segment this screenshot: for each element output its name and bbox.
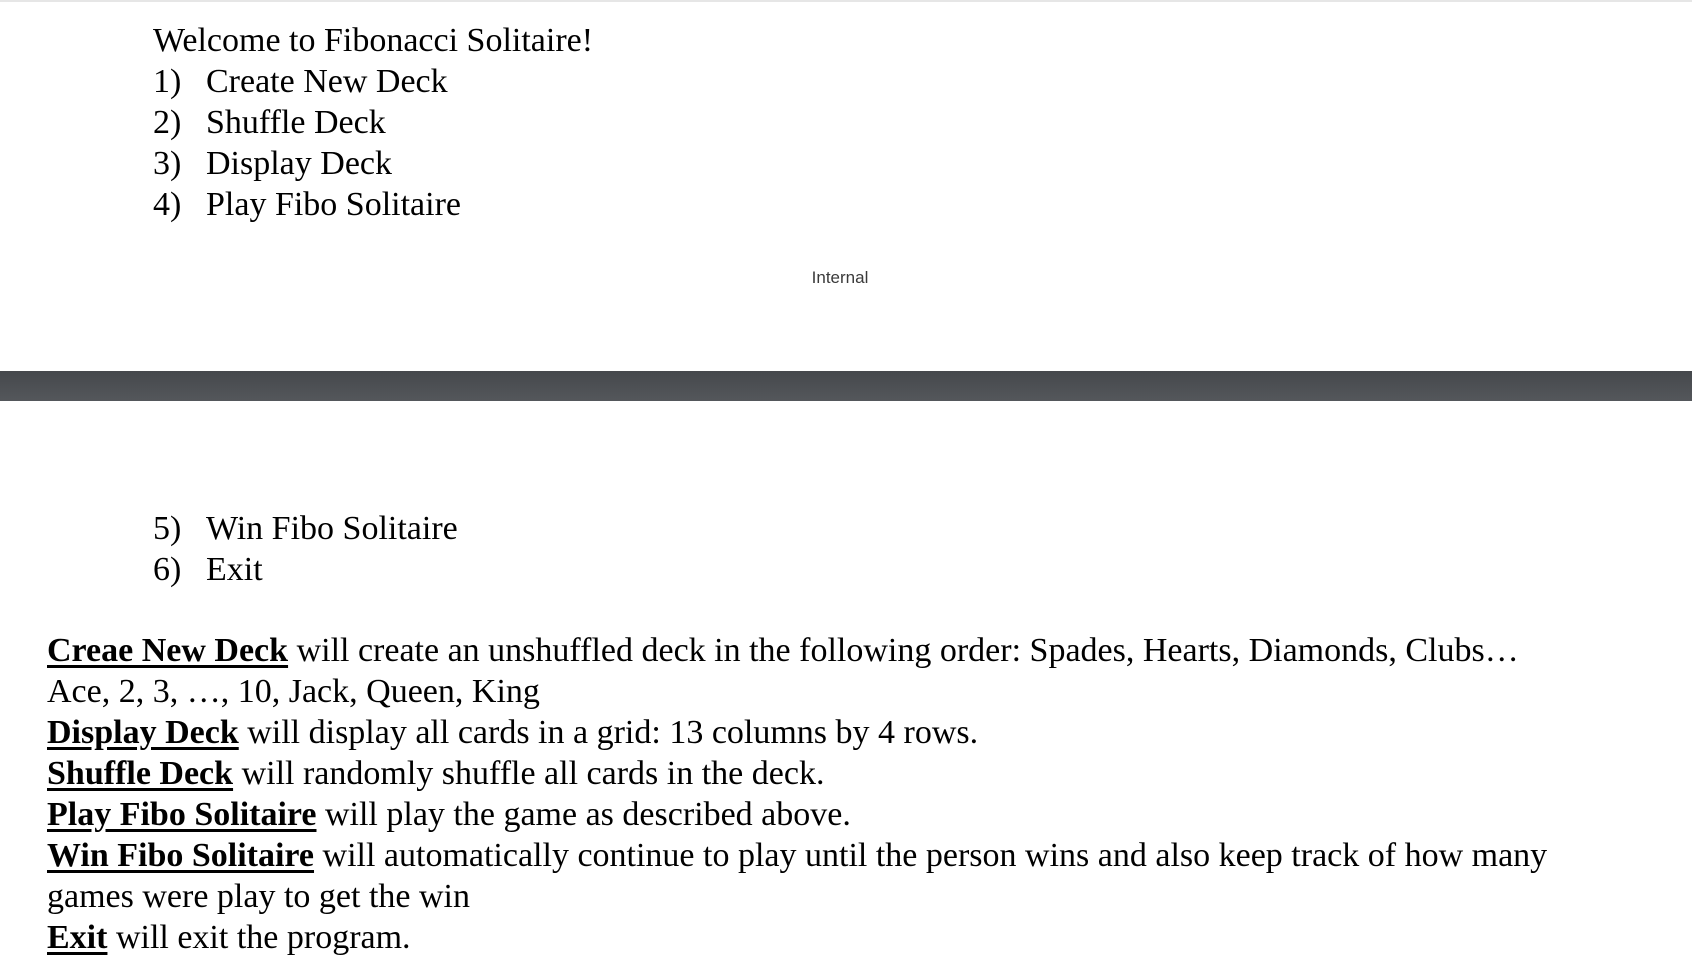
- description-display-deck: [47, 712, 1647, 753]
- menu-item-label: Exit: [206, 551, 263, 588]
- description-text: Ace, 2, 3, …, 10, Jack, Queen, King: [47, 673, 540, 710]
- menu-item-number: 3): [153, 145, 182, 182]
- description-term: Shuffle Deck: [47, 755, 234, 792]
- menu-item-label: Shuffle Deck: [206, 104, 386, 141]
- descriptions-block: [47, 630, 1647, 958]
- menu-item-win-fibo-solitaire: [153, 508, 458, 549]
- menu-item-number: 1): [153, 63, 182, 100]
- description-term: Display Deck: [47, 714, 239, 751]
- page-separator: [0, 371, 1692, 401]
- description-win-fibo-solitaire: [47, 835, 1647, 876]
- menu-item-play-fibo-solitaire: [153, 184, 461, 225]
- welcome-title: Welcome to Fibonacci Solitaire!: [153, 22, 594, 59]
- description-text: games were play to get the win: [47, 878, 470, 915]
- description-play-fibo-solitaire: [47, 794, 1647, 835]
- description-text: will create an unshuffled deck in the following order: Spades, Hearts, Diamonds, Clubs…: [288, 632, 1519, 669]
- menu-item-label: Win Fibo Solitaire: [206, 510, 458, 547]
- description-text: will exit the program.: [107, 919, 411, 956]
- description-text: will play the game as described above.: [316, 796, 851, 833]
- description-create-new-deck: [47, 630, 1647, 671]
- document-page-1: [0, 0, 1692, 371]
- description-shuffle-deck: [47, 753, 1647, 794]
- menu-item-number: 6): [153, 551, 182, 588]
- description-win-continuation: [47, 876, 1647, 917]
- description-card-order: [47, 671, 1647, 712]
- description-text: will automatically continue to play until the person wins and also keep track of how many: [314, 837, 1548, 874]
- menu-item-number: 4): [153, 186, 182, 223]
- menu-item-label: Create New Deck: [206, 63, 448, 100]
- description-term: Play Fibo Solitaire: [47, 796, 317, 833]
- description-term: Win Fibo Solitaire: [47, 837, 315, 874]
- menu-item-display-deck: [153, 143, 392, 184]
- description-exit: [47, 917, 1647, 958]
- page-top-edge: [0, 0, 1692, 2]
- menu-item-exit: [153, 549, 263, 590]
- description-text: will display all cards in a grid: 13 columns by 4 rows.: [238, 714, 979, 751]
- description-text: will randomly shuffle all cards in the deck.: [233, 755, 825, 792]
- classification-footer-label: Internal: [811, 268, 869, 287]
- menu-item-number: 5): [153, 510, 182, 547]
- menu-item-number: 2): [153, 104, 182, 141]
- menu-item-shuffle-deck: [153, 102, 386, 143]
- menu-item-create-new-deck: [153, 61, 448, 102]
- description-term: Exit: [47, 919, 108, 956]
- menu-item-label: Display Deck: [206, 145, 393, 182]
- description-term: Creae New Deck: [47, 632, 289, 669]
- menu-item-label: Play Fibo Solitaire: [206, 186, 461, 223]
